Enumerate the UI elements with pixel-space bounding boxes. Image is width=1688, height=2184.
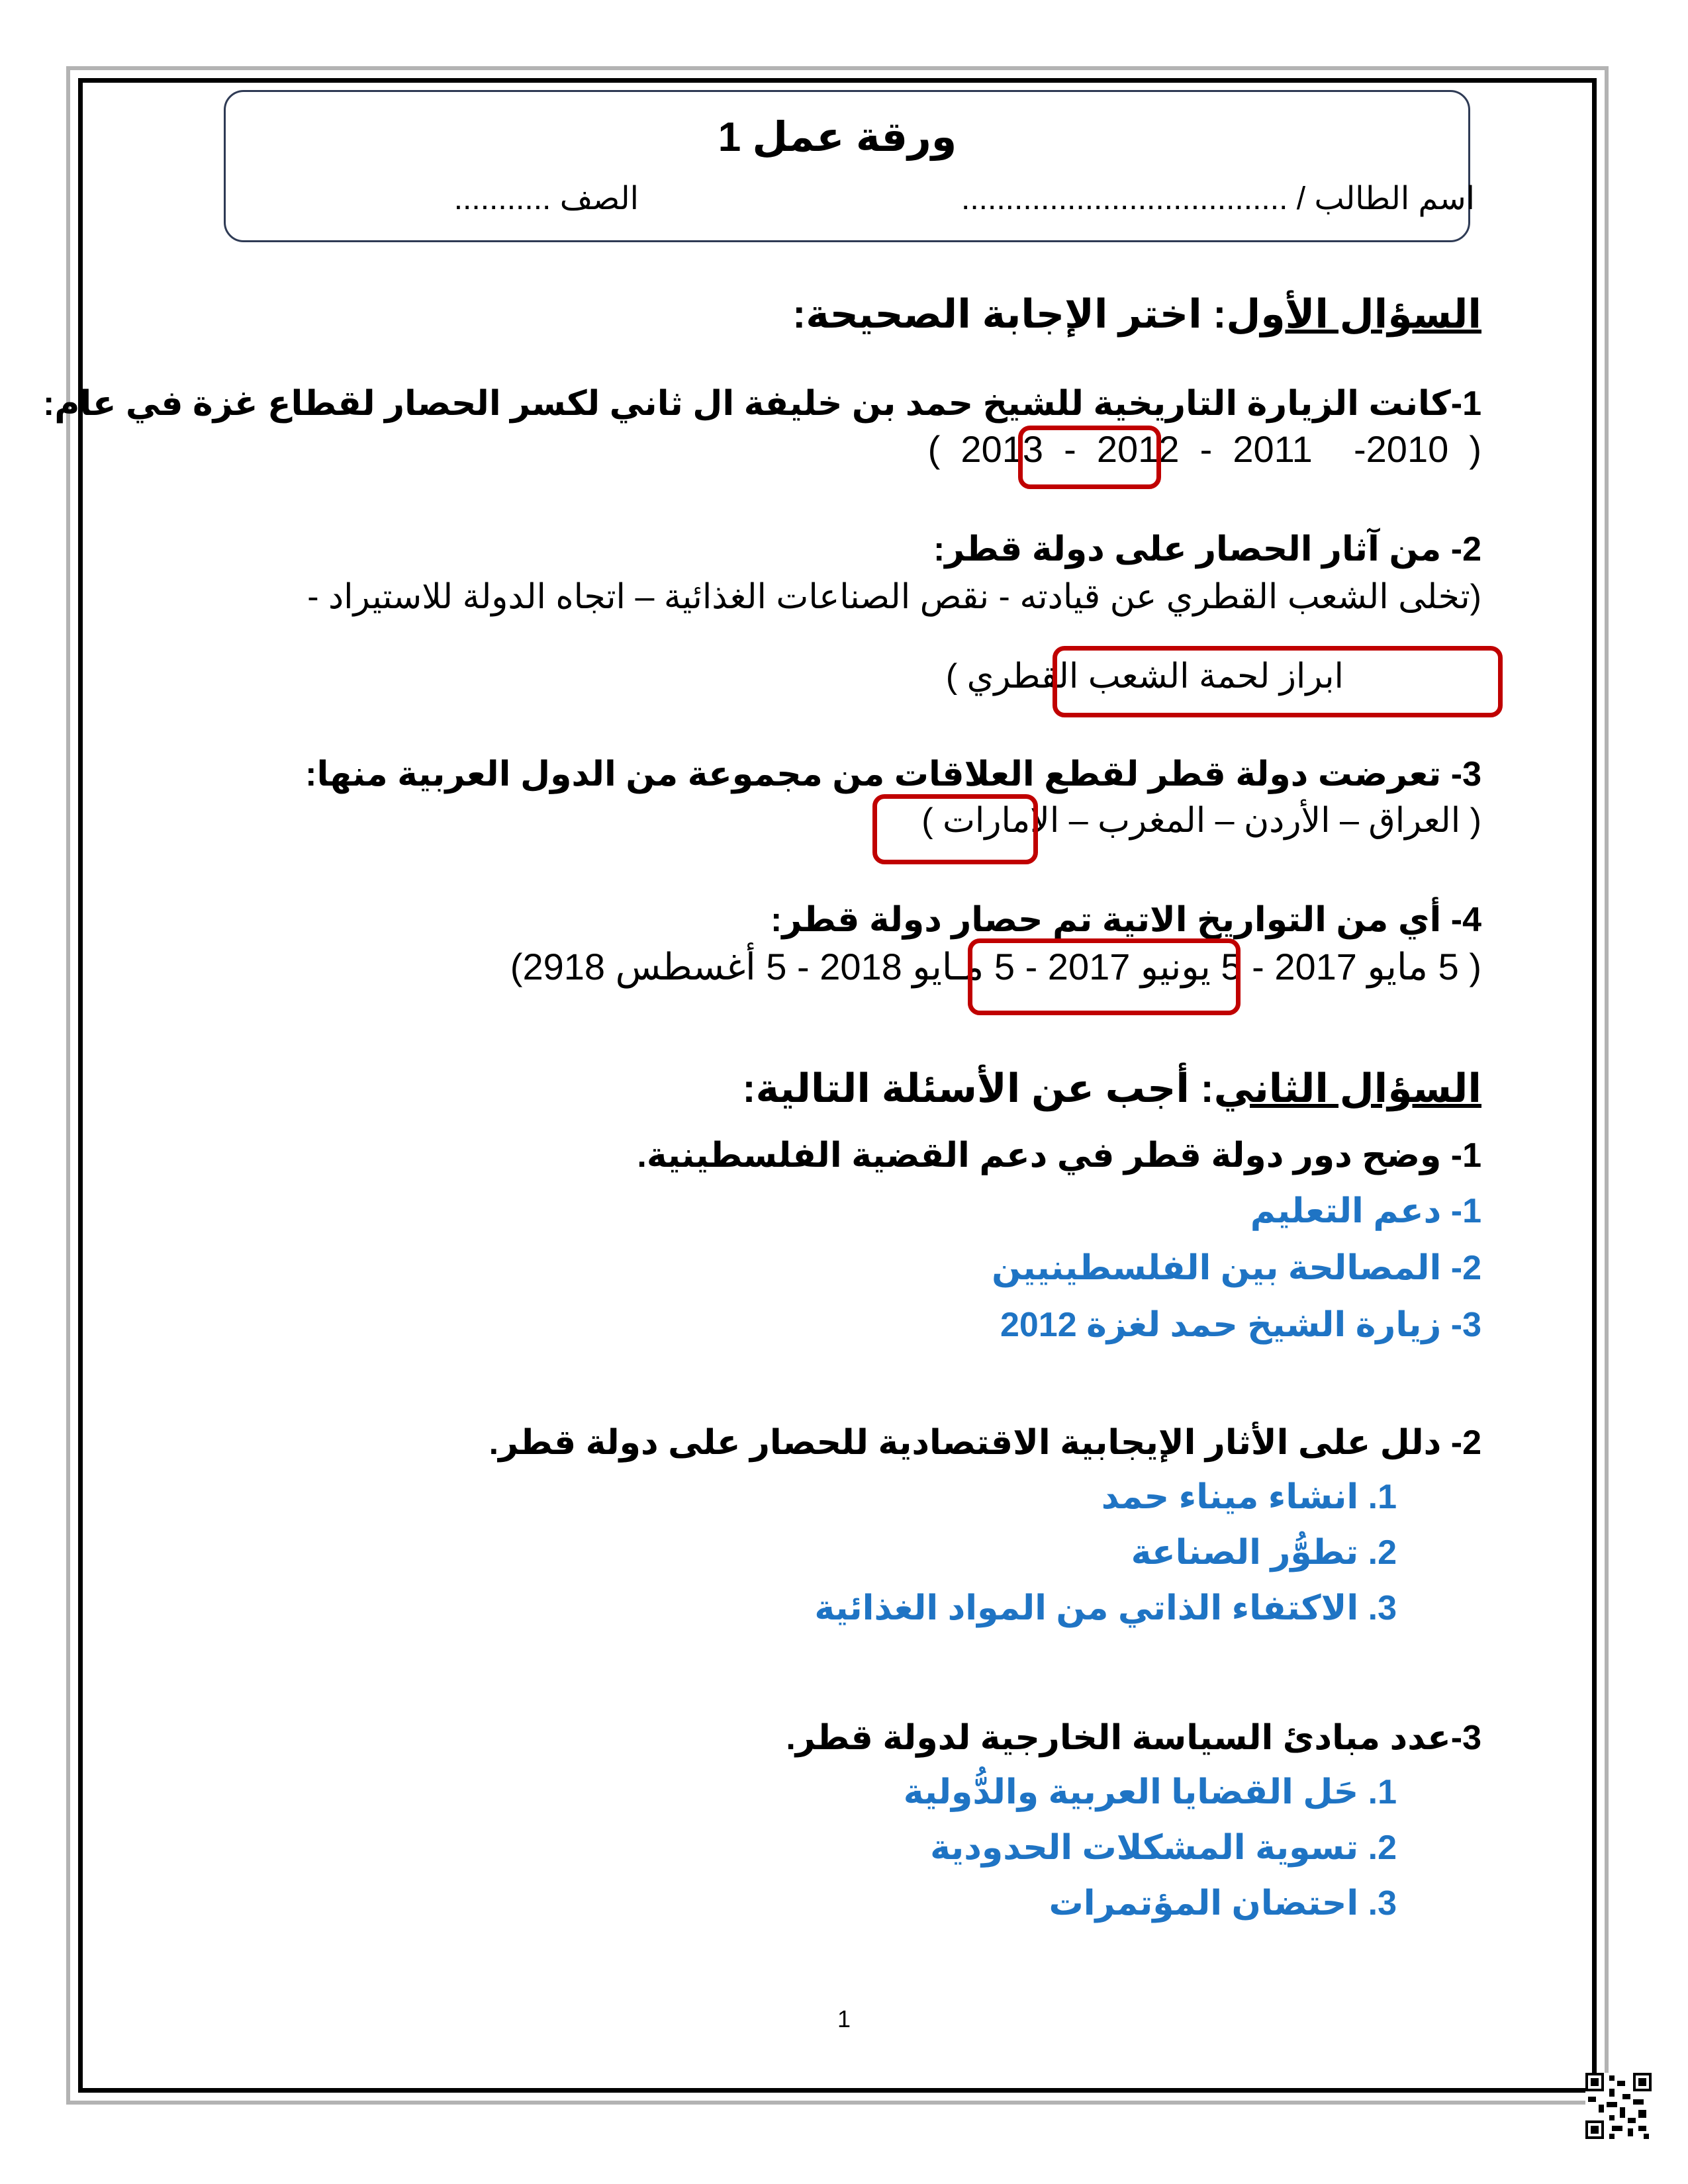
q1-item1-options: ( 2013 - 2012 - 2011 -2010 ) [927,428,1481,470]
answer-highlight-2 [1053,646,1503,717]
q2-item3-question: 3-عدد مبادئ السياسة الخارجية لدولة قطر. [786,1719,1481,1757]
q2-heading-label: السؤال الثاني [1213,1066,1481,1111]
q2-item2-answer-1: 1. انشاء ميناء حمد [1101,1478,1397,1516]
q2-item2-question: 2- دلل على الأثار الإيجابية الاقتصادية للحصار على دولة قطر. [489,1424,1481,1462]
q1-item4-options: ( 5 مايو 2017 - 5 يونيو 2017 - 5 مـايو 2018 - 5 أغسطس 2918) [510,946,1481,987]
q1-item3-options: ( العراق – الأردن – المغرب – الامارات ) [921,801,1481,840]
q1-item2-options-line2: ابراز لحمة الشعب القطري ) [945,657,1344,696]
q1-item3-question: 3- تعرضت دولة قطر لقطع العلاقات من مجموعة من الدول العربية منها: [305,755,1481,794]
q2-item2-answer-2: 2. تطوُّر الصناعة [1131,1533,1397,1572]
page-number: 1 [837,2005,851,2032]
q2-item3-answer-3: 3. احتضان المؤتمرات [1049,1884,1397,1923]
q2-item3-answer-2: 2. تسوية المشكلات الحدودية [930,1829,1397,1867]
student-name-field: اسم الطالب / ..................................... [961,181,1475,216]
q2-item1-answer-1: 1- دعم التعليم [1250,1192,1481,1230]
q1-heading-instruction: : اختر الإجابة الصحيحة: [792,292,1227,336]
q2-heading-instruction: : أجب عن الأسئلة التالية: [742,1066,1214,1111]
answer-highlight-3 [872,794,1038,864]
q1-item2-question: 2- من آثار الحصار على دولة قطر: [933,530,1481,569]
answer-highlight-4 [968,938,1241,1015]
q1-item4-question: 4- أي من التواريخ الاتية تم حصار دولة قطر: [771,901,1481,939]
qr-code-icon [1585,2073,1652,2139]
q1-item2-options-line1: (تخلى الشعب القطري عن قيادته - نقص الصناعات الغذائية – اتجاه الدولة للاستيراد - [307,578,1481,616]
q1-heading [792,291,1481,338]
q2-item2-answer-3: 3. الاكتفاء الذاتي من المواد الغذائية [814,1589,1397,1627]
q1-item1-question: 1-كانت الزيارة التاريخية للشيخ حمد بن خليفة ال ثاني لكسر الحصار لقطاع غزة في عام: [42,385,1481,423]
q2-heading [742,1066,1481,1112]
q1-heading-label: السؤال الأول [1226,292,1481,336]
answer-highlight-1 [1018,426,1161,489]
q2-item1-answer-2: 2- المصالحة بين الفلسطينيين [992,1249,1481,1287]
q2-item3-answer-1: 1. حَل القضايا العربية والدُّولية [903,1773,1397,1811]
q2-item1-answer-3: 3- زيارة الشيخ حمد لغزة 2012 [1000,1306,1481,1344]
class-field: الصف ........... [453,181,639,216]
worksheet-title: ورقة عمل 1 [718,114,957,160]
q2-item1-question: 1- وضح دور دولة قطر في دعم القضية الفلسطينية. [637,1136,1481,1175]
